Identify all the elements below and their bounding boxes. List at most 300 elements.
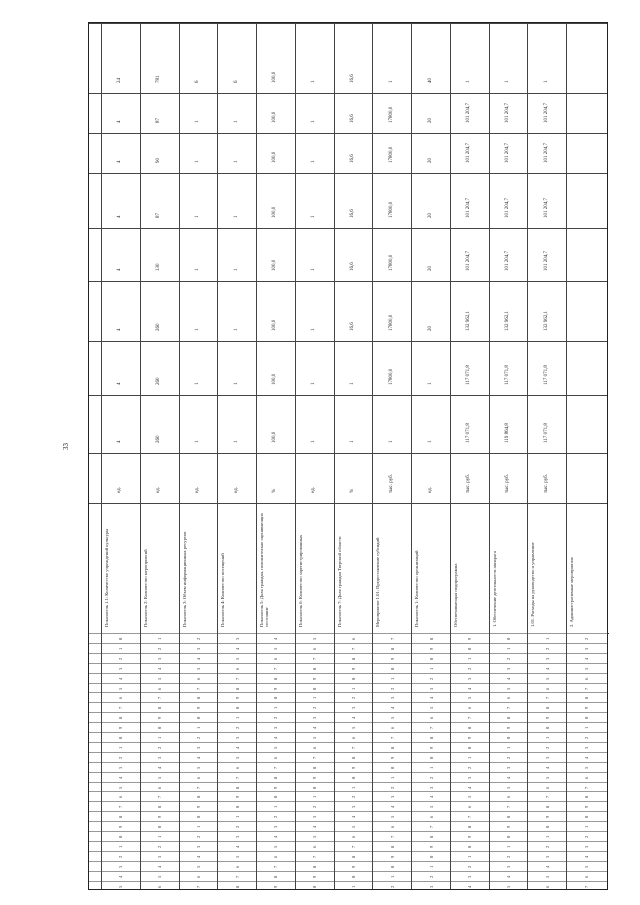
table-row-name: 1.01. Расходы на руководство и управление <box>530 542 536 627</box>
code-digit: 5 <box>544 776 550 779</box>
table-cell-value: 117 071,8 <box>505 365 511 385</box>
code-digit: 5 <box>157 875 163 878</box>
code-digit: 9 <box>467 736 473 739</box>
code-digit: 6 <box>544 885 550 888</box>
table-cell-value: 1 <box>311 382 317 385</box>
row-separator <box>101 23 102 889</box>
code-digit: 6 <box>428 815 434 819</box>
code-digit: 8 <box>389 746 395 749</box>
table-cell-value: 1 <box>194 215 200 218</box>
code-column-separator <box>89 673 607 674</box>
table-cell-value: 1 <box>194 268 200 271</box>
table-cell-value: 1 <box>311 215 317 218</box>
code-digit: 8 <box>506 716 512 720</box>
table-cell-value: тыс. руб. <box>388 474 394 493</box>
code-digit: 6 <box>351 637 356 640</box>
table-cell-value: 1 <box>233 268 239 271</box>
code-digit: 2 <box>506 756 512 759</box>
table-cell-value: ед. <box>427 487 433 493</box>
code-digit: 0 <box>157 726 163 730</box>
code-digit: 3 <box>544 855 550 858</box>
code-digit: 2 <box>467 865 473 868</box>
code-digit: 7 <box>351 845 356 848</box>
code-digit: 1 <box>544 835 550 838</box>
code-digit: 7 <box>312 657 318 660</box>
table-row-name: Показатель 1.1: Количество учреждений культуры <box>104 528 109 627</box>
code-digit: 5 <box>273 746 279 749</box>
code-digit: 1 <box>506 746 512 749</box>
table-cell-value: 87 <box>156 118 162 123</box>
code-digit: 1 <box>157 736 163 739</box>
row-separator <box>140 23 141 889</box>
code-column-separator <box>89 663 607 664</box>
table-cell-value: 16,6 <box>350 114 355 123</box>
code-digit: 4 <box>118 677 124 680</box>
code-digit: 7 <box>157 796 163 799</box>
table-cell-value: 1 <box>194 328 200 331</box>
code-digit: 6 <box>467 707 473 710</box>
code-digit: 5 <box>195 865 201 868</box>
code-column-separator <box>89 732 607 733</box>
code-digit: 2 <box>428 776 434 779</box>
code-digit: 2 <box>157 746 163 749</box>
code-digit: 4 <box>273 637 279 640</box>
table-cell-value: 1 <box>311 120 317 123</box>
code-digit: 4 <box>467 885 473 888</box>
code-digit: 7 <box>195 885 201 888</box>
code-digit: 9 <box>583 707 589 710</box>
code-digit: 2 <box>389 687 395 690</box>
code-digit: 0 <box>312 786 318 789</box>
code-column-separator <box>89 692 607 693</box>
table-cell-value: 100,0 <box>272 319 278 331</box>
code-digit: 8 <box>312 766 318 769</box>
code-digit: 2 <box>312 707 318 710</box>
table-cell-value: 101 204,7 <box>543 143 549 163</box>
code-column-separator <box>89 683 607 684</box>
table-cell-value: 17800,0 <box>388 314 394 331</box>
code-digit: 6 <box>351 835 356 838</box>
table-cell-value: 20 <box>427 266 433 271</box>
code-digit: 4 <box>351 716 356 720</box>
code-digit: 5 <box>544 677 550 680</box>
table-cell-value: 16,6 <box>350 209 355 218</box>
table-cell-value: 6 <box>233 80 239 83</box>
table-cell-value: 4 <box>117 120 123 123</box>
code-digit: 4 <box>234 845 240 848</box>
code-digit: 9 <box>467 637 473 640</box>
code-digit: 0 <box>118 736 124 739</box>
code-digit: 1 <box>118 845 124 848</box>
code-digit: 3 <box>583 746 589 749</box>
code-digit: 6 <box>273 855 279 858</box>
table-cell-value: 117 071,8 <box>543 423 549 443</box>
code-digit: 0 <box>312 885 318 888</box>
code-digit: 2 <box>544 746 550 749</box>
code-digit: 6 <box>583 677 589 680</box>
code-column-separator <box>89 831 607 832</box>
code-digit: 5 <box>467 796 473 799</box>
code-digit: 5 <box>234 657 240 660</box>
code-digit: 5 <box>312 835 318 838</box>
code-digit: 6 <box>273 657 279 660</box>
code-column-separator <box>89 633 607 634</box>
code-digit: 7 <box>273 766 279 769</box>
code-digit: 2 <box>195 835 201 838</box>
code-digit: 8 <box>234 786 240 789</box>
table-cell-value: 100,0 <box>272 373 278 385</box>
table-cell-value: 17800,0 <box>388 106 394 123</box>
code-column-separator <box>89 702 607 703</box>
table-cell-value: 1 <box>233 120 239 123</box>
table-cell-value: ед. <box>117 487 123 493</box>
code-digit: 8 <box>351 855 356 858</box>
table-cell-value: 4 <box>117 382 123 385</box>
code-digit: 9 <box>428 647 434 650</box>
code-digit: 7 <box>157 697 163 700</box>
table-cell-value: 40 <box>427 78 433 83</box>
code-digit: 5 <box>312 736 318 739</box>
code-digit: 3 <box>234 736 240 739</box>
code-digit: 7 <box>544 796 550 799</box>
table-cell-value: 1 <box>505 80 511 83</box>
code-column-separator <box>89 801 607 802</box>
code-digit: 2 <box>157 845 163 848</box>
code-digit: 4 <box>428 697 434 700</box>
table-cell-value: 87 <box>156 213 162 218</box>
code-digit: 5 <box>234 756 240 759</box>
code-digit: 6 <box>428 716 434 720</box>
code-digit: 5 <box>273 647 279 650</box>
code-digit: 0 <box>389 865 395 868</box>
code-digit: 8 <box>195 796 201 799</box>
code-digit: 4 <box>312 726 318 730</box>
code-digit: 5 <box>389 716 395 720</box>
code-digit: 4 <box>583 756 589 759</box>
code-digit: 9 <box>273 885 279 888</box>
code-digit: 0 <box>118 637 124 640</box>
code-digit: 9 <box>118 726 124 730</box>
code-digit: 3 <box>234 835 240 838</box>
code-digit: 3 <box>351 806 356 809</box>
code-digit: 4 <box>157 667 163 670</box>
code-digit: 6 <box>312 647 318 650</box>
code-digit: 4 <box>467 786 473 789</box>
code-digit: 5 <box>506 786 512 789</box>
code-digit: 9 <box>428 845 434 848</box>
code-digit: 2 <box>544 647 550 650</box>
code-digit: 9 <box>157 716 163 720</box>
code-digit: 3 <box>428 687 434 690</box>
code-digit: 9 <box>312 875 318 878</box>
code-digit: 8 <box>273 875 279 878</box>
code-digit: 8 <box>312 865 318 868</box>
code-digit: 0 <box>467 647 473 650</box>
code-column-separator <box>89 722 607 723</box>
table-cell-value: 4 <box>117 268 123 271</box>
code-digit: 5 <box>273 845 279 848</box>
table-cell-value: 100,0 <box>272 111 278 123</box>
code-digit: 0 <box>118 835 124 838</box>
code-digit: 0 <box>195 815 201 819</box>
code-digit: 4 <box>234 647 240 650</box>
table-cell-value: ед. <box>311 487 317 493</box>
code-digit: 1 <box>583 825 589 829</box>
code-digit: 5 <box>506 687 512 690</box>
code-digit: 1 <box>118 647 124 650</box>
code-digit: 4 <box>195 657 201 660</box>
code-digit: 6 <box>157 786 163 789</box>
table-cell-value: 1 <box>233 160 239 163</box>
table-cell-value: 4 <box>117 160 123 163</box>
row-separator <box>334 23 335 889</box>
code-digit: 1 <box>389 875 395 878</box>
column-separator <box>89 228 607 229</box>
code-digit: 5 <box>389 815 395 819</box>
table-row-name: 2. Административные мероприятия <box>569 557 575 627</box>
code-digit: 7 <box>195 786 201 789</box>
table-cell-value: 17800,0 <box>388 254 394 271</box>
code-digit: 2 <box>273 716 279 720</box>
code-digit: 2 <box>195 637 201 640</box>
table-row-name: Показатель 1: Количество организаций <box>414 550 420 627</box>
code-digit: 3 <box>467 677 473 680</box>
code-digit: 7 <box>428 825 434 829</box>
code-digit: 9 <box>312 677 318 680</box>
table-cell-value: 1 <box>233 440 239 443</box>
code-digit: 0 <box>195 716 201 720</box>
code-digit: 2 <box>506 657 512 660</box>
table-cell-value: 100,0 <box>272 206 278 218</box>
code-digit: 1 <box>544 736 550 739</box>
row-separator <box>527 23 528 889</box>
column-separator <box>89 173 607 174</box>
code-digit: 8 <box>157 707 163 710</box>
code-digit: 2 <box>157 647 163 650</box>
code-digit: 6 <box>312 746 318 749</box>
column-separator <box>89 341 607 342</box>
code-digit: 9 <box>351 865 356 868</box>
table-cell-value: 101 204,7 <box>505 143 511 163</box>
table-cell-value: 1 <box>350 382 355 385</box>
code-digit: 0 <box>157 825 163 829</box>
code-digit: 8 <box>234 687 240 690</box>
table-cell-value: 1 <box>311 328 317 331</box>
code-digit: 7 <box>351 746 356 749</box>
code-digit: 6 <box>506 697 512 700</box>
code-digit: 9 <box>234 796 240 799</box>
code-digit: 3 <box>312 815 318 819</box>
code-digit: 4 <box>506 776 512 779</box>
code-column-separator <box>89 881 607 882</box>
table-cell-value: 119 864,8 <box>505 423 511 443</box>
code-digit: 4 <box>428 796 434 799</box>
code-digit: 1 <box>506 647 512 650</box>
code-column-separator <box>89 643 607 644</box>
code-digit: 3 <box>118 667 124 670</box>
table-row-name: Показатель 7: Доля граждан Тверской области <box>336 536 342 627</box>
code-digit: 2 <box>234 726 240 730</box>
code-digit: 4 <box>583 855 589 858</box>
code-column-separator <box>89 841 607 842</box>
code-digit: 7 <box>467 716 473 720</box>
table-cell-value: 1 <box>194 120 200 123</box>
code-digit: 7 <box>234 875 240 878</box>
code-digit: 3 <box>312 716 318 720</box>
code-digit: 4 <box>544 766 550 769</box>
code-digit: 3 <box>506 766 512 769</box>
code-digit: 1 <box>428 865 434 868</box>
code-digit: 4 <box>389 806 395 809</box>
code-digit: 8 <box>312 667 318 670</box>
table-cell-value: 17800,0 <box>388 201 394 218</box>
code-column-separator <box>89 772 607 773</box>
row-separator <box>411 23 412 889</box>
code-digit: 3 <box>583 647 589 650</box>
table-cell-value: 100,0 <box>272 431 278 443</box>
code-digit: 9 <box>195 707 201 710</box>
code-digit: 9 <box>157 815 163 819</box>
code-digit: 0 <box>234 806 240 809</box>
code-digit: 2 <box>583 835 589 838</box>
column-separator <box>89 133 607 134</box>
code-digit: 0 <box>544 825 550 829</box>
code-digit: 4 <box>234 746 240 749</box>
code-digit: 3 <box>118 766 124 769</box>
code-digit: 7 <box>312 756 318 759</box>
code-digit: 7 <box>389 835 395 838</box>
code-digit: 6 <box>544 786 550 789</box>
code-digit: 7 <box>312 855 318 858</box>
code-digit: 0 <box>312 687 318 690</box>
table-cell-value: 101 204,7 <box>505 103 511 123</box>
table-cell-value: 16,6 <box>350 154 355 163</box>
row-separator <box>179 23 180 889</box>
code-digit: 7 <box>118 806 124 809</box>
table-cell-value: 1 <box>233 382 239 385</box>
code-column-separator <box>89 811 607 812</box>
code-column-separator <box>89 762 607 763</box>
code-column-separator <box>89 752 607 753</box>
code-digit: 3 <box>544 756 550 759</box>
table-cell-value: 1 <box>543 80 549 83</box>
code-digit: 3 <box>428 885 434 888</box>
code-digit: 7 <box>118 707 124 710</box>
row-separator <box>450 23 451 889</box>
code-digit: 8 <box>157 806 163 809</box>
code-digit: 0 <box>273 796 279 799</box>
code-digit: 7 <box>234 776 240 779</box>
code-digit: 3 <box>583 845 589 848</box>
code-digit: 2 <box>351 796 356 799</box>
code-digit: 2 <box>544 845 550 848</box>
code-digit: 5 <box>544 875 550 878</box>
column-separator <box>89 23 607 24</box>
table-cell-value: 1 <box>194 160 200 163</box>
code-digit: 8 <box>583 697 589 700</box>
code-digit: 1 <box>428 667 434 670</box>
table-cell-value: ед. <box>233 487 239 493</box>
code-digit: 4 <box>157 865 163 868</box>
row-separator <box>489 23 490 889</box>
table-row-name: 1. Обеспечение деятельности аппарата <box>491 551 497 627</box>
code-digit: 2 <box>583 637 589 640</box>
code-digit: 5 <box>428 707 434 710</box>
table-cell-value: 1 <box>311 268 317 271</box>
code-digit: 3 <box>118 865 124 868</box>
code-digit: 9 <box>195 806 201 809</box>
code-digit: 6 <box>467 806 473 809</box>
table-cell-value: 130 <box>156 263 162 271</box>
table-cell-value: 132 962,1 <box>466 311 472 331</box>
code-digit: 2 <box>506 855 512 858</box>
code-column-separator <box>89 871 607 872</box>
code-digit: 4 <box>583 657 589 660</box>
code-digit: 4 <box>157 766 163 769</box>
code-digit: 7 <box>234 677 240 680</box>
code-digit: 9 <box>467 835 473 838</box>
row-separator <box>217 23 218 889</box>
table-cell-value: 260 <box>156 377 162 385</box>
code-column-separator <box>89 782 607 783</box>
code-digit: 5 <box>195 667 201 670</box>
code-digit: 3 <box>273 825 279 829</box>
table-cell-value: 100,0 <box>272 71 278 83</box>
column-separator <box>89 281 607 282</box>
code-column-separator <box>89 851 607 852</box>
code-digit: 1 <box>312 697 318 700</box>
code-digit: 0 <box>234 707 240 710</box>
table-cell-value: 101 204,7 <box>543 251 549 271</box>
table-row-name: Показатель 2: Количество мероприятий <box>142 549 148 627</box>
code-digit: 2 <box>428 875 434 878</box>
code-digit: 3 <box>234 637 240 640</box>
code-digit: 1 <box>467 756 473 759</box>
table-cell-value: 1 <box>233 215 239 218</box>
code-digit: 8 <box>351 657 356 660</box>
table-cell-value: 20 <box>427 213 433 218</box>
code-digit: 1 <box>544 637 550 640</box>
code-digit: 3 <box>157 855 163 858</box>
code-digit: 6 <box>157 687 163 690</box>
code-digit: 9 <box>544 815 550 819</box>
code-digit: 2 <box>234 825 240 829</box>
row-separator <box>372 23 373 889</box>
table-cell-value: 24 <box>117 78 123 83</box>
table-cell-value: тыс. руб. <box>505 474 511 493</box>
code-digit: 1 <box>351 786 356 789</box>
code-digit: 9 <box>583 806 589 809</box>
code-column-separator <box>89 861 607 862</box>
code-digit: 6 <box>506 796 512 799</box>
code-digit: 1 <box>118 746 124 749</box>
code-digit: 9 <box>234 697 240 700</box>
code-digit: 0 <box>389 766 395 769</box>
code-digit: 3 <box>389 796 395 799</box>
code-digit: 3 <box>351 707 356 710</box>
table-cell-value: 1 <box>466 80 472 83</box>
table-cell-value: 781 <box>156 75 162 83</box>
code-digit: 2 <box>195 736 201 739</box>
code-digit: 7 <box>389 637 395 640</box>
code-digit: 6 <box>351 736 356 739</box>
table-cell-value: 101 204,7 <box>505 198 511 218</box>
code-digit: 2 <box>389 786 395 789</box>
code-digit: 5 <box>467 697 473 700</box>
code-digit: 2 <box>118 756 124 759</box>
table-cell-value: 1 <box>350 440 355 443</box>
column-separator <box>89 395 607 396</box>
